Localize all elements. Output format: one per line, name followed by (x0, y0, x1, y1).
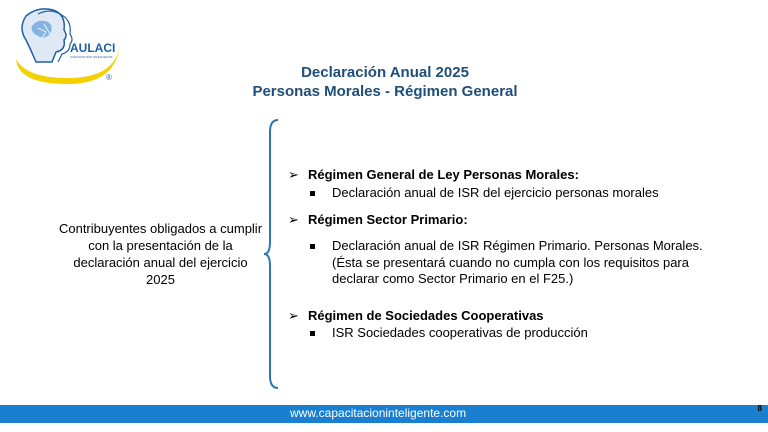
slide-title (180, 63, 590, 101)
page-number: 8 (757, 404, 762, 413)
arrow-bullet-icon: ➢ (288, 212, 299, 227)
title-line-2: Personas Morales - Régimen General (252, 83, 518, 100)
square-bullet-icon (310, 191, 315, 196)
left-description: Contribuyentes obligados a cumplir con la presentación de la declaración anual del ejercicio 2025 (58, 221, 263, 287)
arrow-bullet-icon: ➢ (288, 167, 299, 182)
list-item: Declaración anual de ISR Régimen Primario. Personas Morales. (Ésta se presentará cuando no cumpla con los requisitos para declarar como Sector Primario en el F25.) (310, 238, 730, 288)
square-bullet-icon (310, 331, 315, 336)
title-line-1: Declaración Anual 2025 (301, 64, 469, 81)
section-heading-cooperativas: ➢ Régimen de Sociedades Cooperativas (288, 308, 544, 323)
list-item: ISR Sociedades cooperativas de producción (310, 325, 730, 342)
svg-text:CAPACITACIÓN INTELIGENTE: CAPACITACIÓN INTELIGENTE (70, 55, 113, 59)
square-bullet-icon (310, 244, 315, 249)
arrow-bullet-icon: ➢ (288, 308, 299, 323)
list-item: Declaración anual de ISR del ejercicio personas morales (310, 185, 730, 202)
footer-bar (0, 405, 768, 423)
curly-brace (262, 118, 284, 390)
aulaci-logo (8, 4, 128, 86)
website-link[interactable]: www.capacitacioninteligente.com (290, 406, 467, 420)
svg-text:AULACI: AULACI (70, 41, 116, 55)
section-heading-general: ➢ Régimen General de Ley Personas Morales: (288, 167, 579, 182)
section-heading-primario: ➢ Régimen Sector Primario: (288, 212, 468, 227)
svg-text:®: ® (106, 73, 112, 82)
